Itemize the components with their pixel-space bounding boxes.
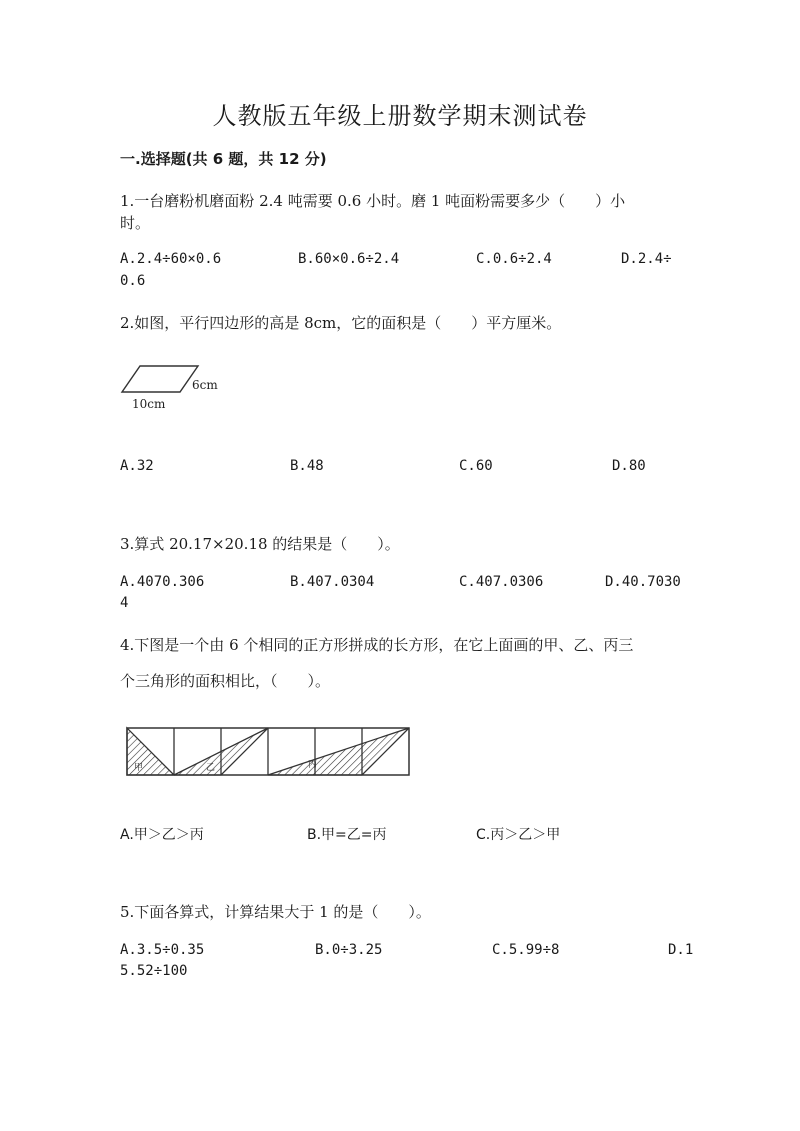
question-5-text: 5.下面各算式，计算结果大于 1 的是（ ）。 xyxy=(120,903,431,921)
question-1-option-b[interactable]: B.60×0.6÷2.4 xyxy=(298,251,400,267)
triangle-jia-label: 甲 xyxy=(134,763,144,773)
question-3-text: 3.算式 20.17×20.18 的结果是（ ）。 xyxy=(120,535,400,553)
question-3-option-a[interactable]: A.4070.306 xyxy=(120,574,205,590)
question-2-text: 2.如图，平行四边形的高是 8cm，它的面积是（ ）平方厘米。 xyxy=(120,314,562,332)
question-4-text-line1: 4.下图是一个由 6 个相同的正方形拼成的长方形，在它上面画的甲、乙、丙三 xyxy=(120,636,634,654)
question-3-option-b[interactable]: B.407.0304 xyxy=(290,574,375,590)
question-5-option-d[interactable]: D.1 xyxy=(668,942,694,958)
triangle-yi-label: 乙 xyxy=(206,763,216,773)
question-2-option-b[interactable]: B.48 xyxy=(290,458,324,474)
question-4-text-line2: 个三角形的面积相比，（ ）。 xyxy=(120,672,331,690)
question-3-option-d[interactable]: D.40.7030 xyxy=(605,574,681,590)
question-5-option-b[interactable]: B.0÷3.25 xyxy=(315,942,383,958)
page-title: 人教版五年级上册数学期末测试卷 xyxy=(212,102,588,130)
question-2-option-d[interactable]: D.80 xyxy=(612,458,646,474)
triangle-bing xyxy=(268,728,409,775)
question-3-option-d-wrap: 4 xyxy=(120,595,129,611)
triangle-bing-label: 丙 xyxy=(308,760,318,770)
parallelogram-figure xyxy=(118,362,238,412)
question-1-option-d-wrap: 0.6 xyxy=(120,273,146,289)
question-4-option-c[interactable]: C.丙＞乙＞甲 xyxy=(476,827,561,843)
parallelogram-base-label: 10cm xyxy=(132,397,166,411)
question-1-option-d[interactable]: D.2.4÷ xyxy=(621,251,672,267)
parallelogram-side-label: 6cm xyxy=(192,378,218,392)
question-5-option-a[interactable]: A.3.5÷0.35 xyxy=(120,942,205,958)
question-4-option-a[interactable]: A.甲＞乙＞丙 xyxy=(120,827,204,843)
question-1-text-line1: 1.一台磨粉机磨面粉 2.4 吨需要 0.6 小时。磨 1 吨面粉需要多少（ ）小 xyxy=(120,192,626,210)
rectangle-triangles-figure xyxy=(120,720,420,780)
question-2-option-c[interactable]: C.60 xyxy=(459,458,493,474)
question-5-option-d-wrap: 5.52÷100 xyxy=(120,963,188,979)
question-1-option-a[interactable]: A.2.4÷60×0.6 xyxy=(120,251,222,267)
parallelogram-shape xyxy=(122,366,198,392)
question-2-option-a[interactable]: A.32 xyxy=(120,458,154,474)
question-4-option-b[interactable]: B.甲=乙=丙 xyxy=(307,827,387,843)
question-5-option-c[interactable]: C.5.99÷8 xyxy=(492,942,560,958)
question-3-option-c[interactable]: C.407.0306 xyxy=(459,574,544,590)
question-1-option-c[interactable]: C.0.6÷2.4 xyxy=(476,251,552,267)
question-1-text-line2: 时。 xyxy=(120,214,151,232)
section-heading: 一.选择题(共 6 题，共 12 分) xyxy=(120,150,327,168)
